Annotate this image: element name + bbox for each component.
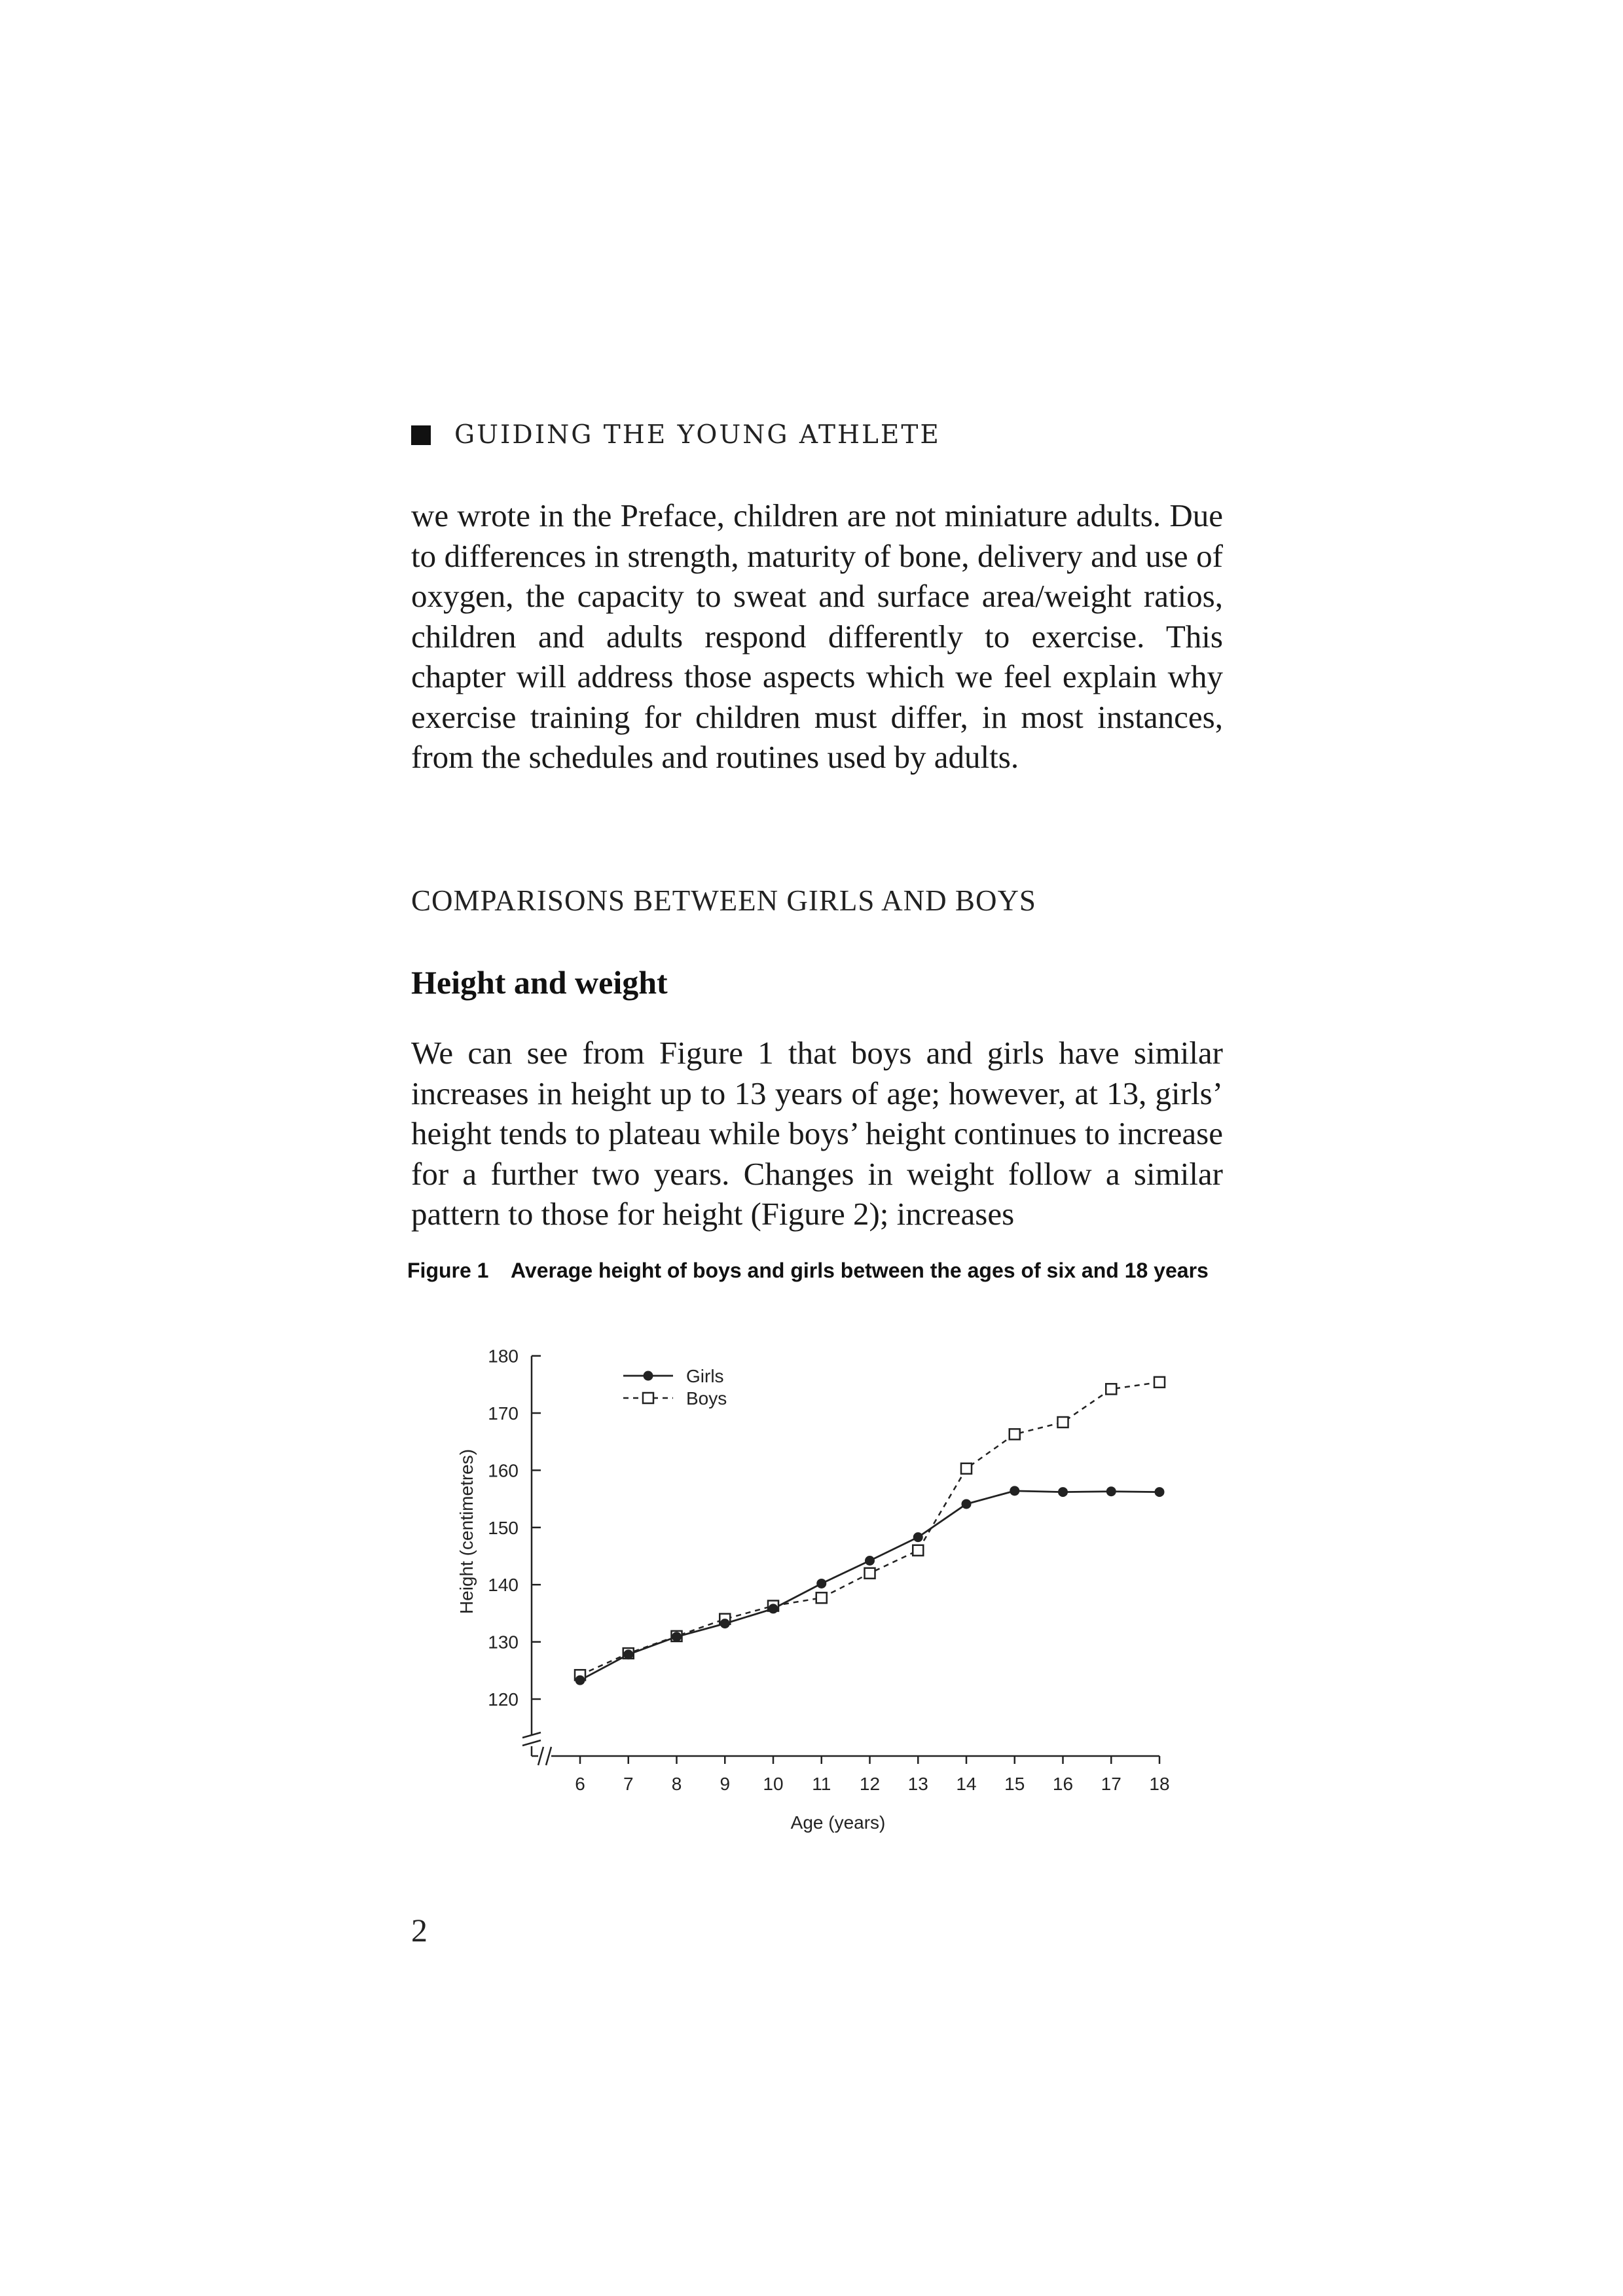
y-axis-title: Height (centimetres) <box>456 1448 477 1615</box>
y-axis-break-mark <box>522 1740 541 1746</box>
x-tick-label: 9 <box>720 1774 731 1794</box>
boys-data-point <box>913 1545 923 1556</box>
subheading: Height and weight <box>411 964 668 1001</box>
figure-label: Figure 1 <box>407 1259 489 1282</box>
legend-boys-marker <box>643 1393 653 1403</box>
x-tick-label: 8 <box>671 1774 682 1794</box>
body-paragraph-1: we wrote in the Preface, children are not miniature adults. Due to differences in strength, maturity of bone, delivery and use of oxygen, the capacity to sweat and surface area/weight ratios, children and adults respond differently to exercise. This chapter will address those aspects which we feel explain why exercise training for children must differ, in most instances, from the schedules and routines used by adults. <box>411 497 1223 775</box>
girls-data-point <box>672 1632 682 1641</box>
x-axis-title: Age (years) <box>790 1812 886 1833</box>
y-tick-label: 180 <box>488 1346 519 1367</box>
y-tick-label: 160 <box>488 1460 519 1481</box>
y-tick-label: 120 <box>488 1689 519 1710</box>
boys-data-point <box>1010 1429 1020 1439</box>
x-tick-label: 18 <box>1149 1774 1170 1794</box>
page-number: 2 <box>411 1912 428 1948</box>
y-tick-label: 170 <box>488 1403 519 1424</box>
girls-data-point <box>1106 1486 1116 1496</box>
x-tick-label: 7 <box>623 1774 634 1794</box>
figure-caption-text: Average height of boys and girls between the ages of six and 18 years <box>511 1259 1209 1282</box>
legend-girls-marker <box>644 1371 653 1381</box>
body-paragraph-2: We can see from Figure 1 that boys and girls have similar increases in height up to 13 years of age; however, at 13, girls’ height tends to plateau while boys’ height continues to increase for a further two years. Changes in weight follow a similar pattern to those for height (Figure 2); increases <box>411 1035 1223 1232</box>
x-tick-label: 6 <box>575 1774 585 1794</box>
girls-data-point <box>720 1619 730 1628</box>
girls-data-point <box>816 1579 826 1588</box>
x-axis-break-mark <box>546 1747 551 1765</box>
boys-data-point <box>1106 1384 1116 1394</box>
girls-data-point <box>769 1604 778 1613</box>
x-tick-label: 10 <box>763 1774 784 1794</box>
girls-data-point <box>575 1676 585 1685</box>
x-tick-label: 15 <box>1004 1774 1025 1794</box>
girls-data-point <box>1058 1487 1068 1497</box>
girls-data-point <box>962 1499 972 1509</box>
legend-boys-label: Boys <box>686 1388 727 1408</box>
x-tick-label: 12 <box>859 1774 881 1794</box>
girls-data-point <box>623 1649 633 1659</box>
x-tick-label: 17 <box>1101 1774 1122 1794</box>
girls-data-point <box>865 1556 875 1566</box>
running-head-text: GUIDING THE YOUNG ATHLETE <box>454 420 941 450</box>
x-axis-break-mark <box>538 1747 543 1765</box>
section-heading: COMPARISONS BETWEEN GIRLS AND BOYS <box>411 884 1036 917</box>
boys-data-point <box>1154 1377 1165 1388</box>
legend-girls-label: Girls <box>686 1366 724 1386</box>
boys-data-point <box>816 1592 827 1603</box>
y-tick-label: 130 <box>488 1632 519 1653</box>
boys-data-point <box>961 1463 972 1474</box>
boys-data-point <box>865 1568 875 1579</box>
x-tick-label: 16 <box>1052 1774 1074 1794</box>
x-tick-label: 13 <box>907 1774 928 1794</box>
boys-series-line <box>580 1382 1159 1675</box>
girls-series-line <box>580 1491 1159 1680</box>
x-tick-label: 14 <box>956 1774 977 1794</box>
y-tick-label: 140 <box>488 1575 519 1596</box>
girls-data-point <box>1010 1486 1019 1496</box>
girls-data-point <box>1155 1487 1165 1497</box>
y-tick-label: 150 <box>488 1517 519 1538</box>
girls-data-point <box>913 1532 923 1542</box>
x-tick-label: 11 <box>812 1774 831 1794</box>
boys-data-point <box>1058 1417 1068 1427</box>
